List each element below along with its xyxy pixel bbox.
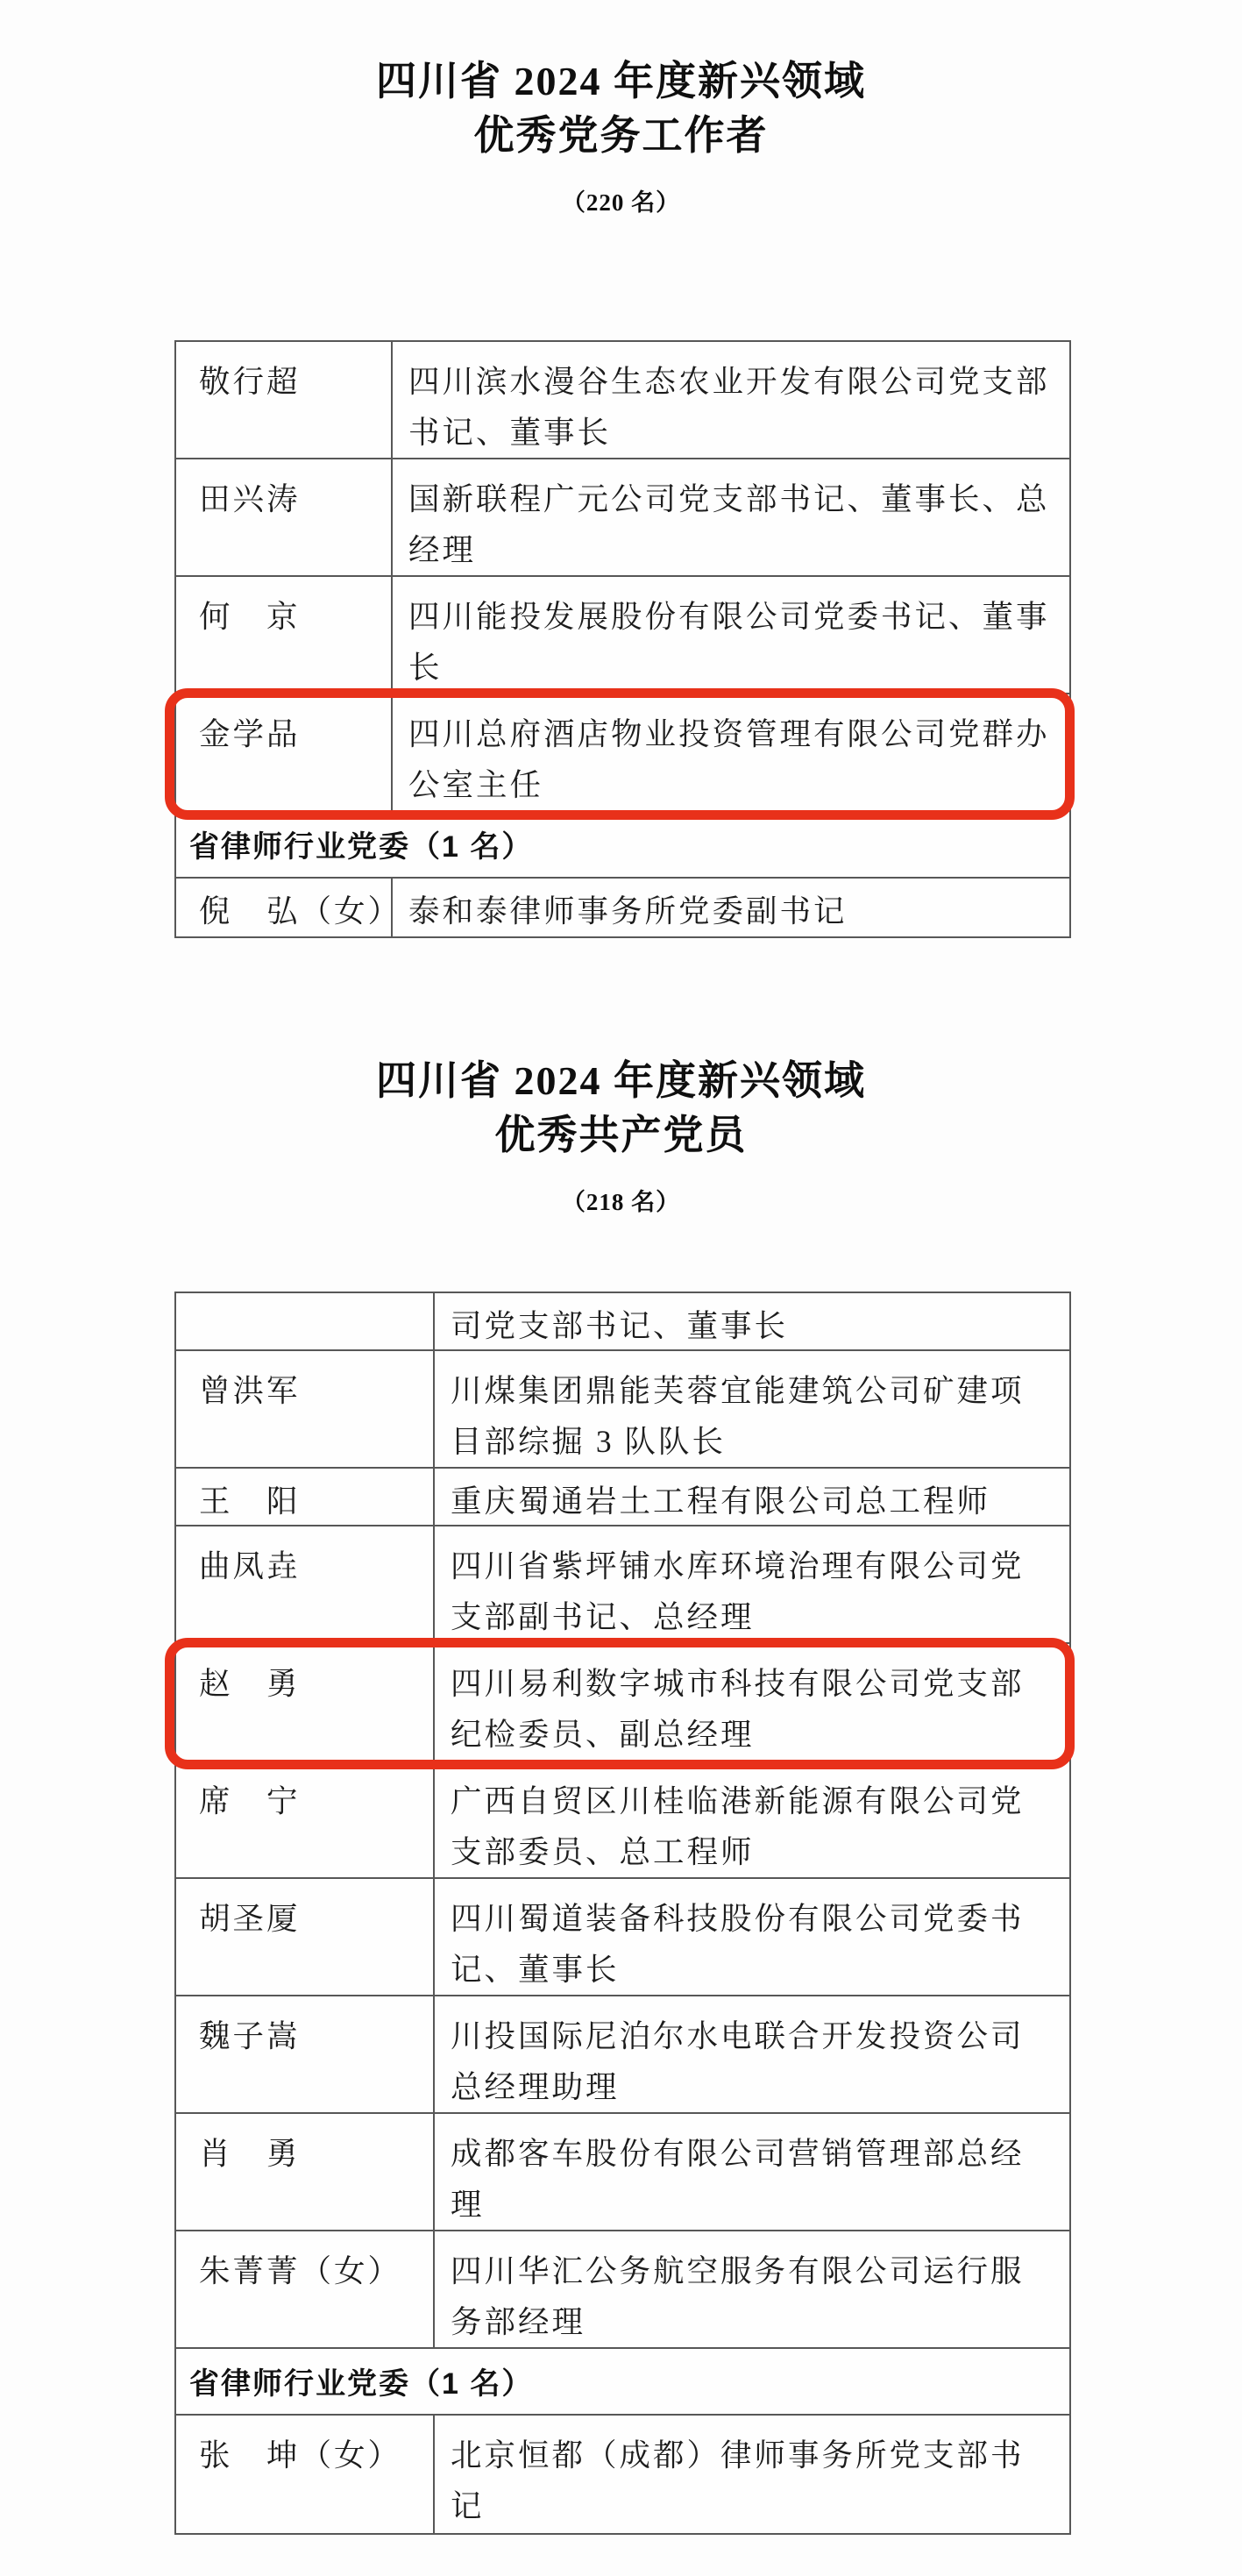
name-cell <box>176 2114 435 2230</box>
name-cell <box>176 1644 435 1760</box>
name-cell <box>176 879 402 936</box>
awardee-position: 广西自贸区川桂临港新能源有限公司党支部委员、总工程师 <box>451 1783 1025 1869</box>
table-section-header-row <box>176 2349 1069 2416</box>
table-row <box>176 879 1069 936</box>
name-cell <box>176 1879 435 1995</box>
awardee-position: 国新联程广元公司党支部书记、董事长、总经理 <box>408 481 1050 567</box>
table-row <box>176 1293 1069 1351</box>
position-cell <box>393 342 1069 458</box>
name-cell <box>176 1469 435 1525</box>
awardee-position: 北京恒都（成都）律师事务所党支部书记 <box>451 2437 1025 2523</box>
awardee-name: 曲凤垚 <box>199 1548 301 1583</box>
title-line-1: 四川省 2024 年度新兴领域 <box>376 1058 866 1103</box>
name-cell <box>176 342 393 458</box>
awardee-position: 川投国际尼泊尔水电联合开发投资公司总经理助理 <box>451 2018 1025 2104</box>
table-row <box>176 1469 1069 1526</box>
name-cell <box>176 694 393 810</box>
position-cell <box>435 1293 1069 1349</box>
awardee-name: 朱菁菁（女） <box>199 2253 402 2288</box>
name-cell <box>176 1351 435 1467</box>
position-cell <box>435 2416 1069 2533</box>
awardee-name: 胡圣厦 <box>199 1901 301 1936</box>
awardee-position: 川煤集团鼎能芙蓉宜能建筑公司矿建项目部综掘 3 队队长 <box>451 1373 1025 1459</box>
awardee-position: 成都客车股份有限公司营销管理部总经理 <box>451 2136 1025 2222</box>
awardee-name: 魏子嵩 <box>199 2018 301 2053</box>
awardee-name: 田兴涛 <box>199 481 301 516</box>
position-cell <box>435 1879 1069 1995</box>
awardee-position: 四川华汇公务航空服务有限公司运行服务部经理 <box>451 2253 1025 2339</box>
table-row <box>176 1644 1069 1761</box>
table-row <box>176 342 1069 459</box>
position-cell <box>435 2231 1069 2347</box>
table-row <box>176 2231 1069 2349</box>
position-cell <box>435 1761 1069 1877</box>
awardee-position: 司党支部书记、董事长 <box>451 1308 789 1343</box>
awardee-position: 四川省紫坪铺水库环境治理有限公司党支部副书记、总经理 <box>451 1548 1025 1634</box>
table-row <box>176 1879 1069 1996</box>
section-header-label: 省律师行业党委（1 名） <box>189 830 534 864</box>
position-cell <box>435 1469 1069 1525</box>
title-line-1: 四川省 2024 年度新兴领域 <box>376 59 866 103</box>
awardee-name: 何 京 <box>199 599 301 634</box>
awardee-name: 金学品 <box>199 716 301 751</box>
awardee-position: 四川能投发展股份有限公司党委书记、董事长 <box>408 599 1050 685</box>
awardee-position: 重庆蜀通岩土工程有限公司总工程师 <box>451 1484 991 1519</box>
awardees-table-party-workers <box>174 340 1071 938</box>
title-count: （220 名） <box>561 189 681 216</box>
title-line-2: 优秀共产党员 <box>494 1113 748 1157</box>
title-block-party-workers <box>0 54 1242 217</box>
position-cell <box>393 879 1069 936</box>
awardee-name: 敬行超 <box>199 364 301 399</box>
name-cell <box>176 2231 435 2347</box>
position-cell <box>393 577 1069 693</box>
position-cell <box>435 1526 1069 1642</box>
section-header-label: 省律师行业党委（1 名） <box>189 2367 534 2401</box>
table-row <box>176 1996 1069 2114</box>
name-cell <box>176 2416 435 2533</box>
name-cell <box>176 1293 435 1349</box>
awardee-name: 王 阳 <box>199 1484 301 1519</box>
table-row <box>176 694 1069 812</box>
awardee-name: 肖 勇 <box>199 2136 301 2171</box>
position-cell <box>393 459 1069 575</box>
position-cell <box>393 694 1069 810</box>
awardee-position: 泰和泰律师事务所党委副书记 <box>408 893 848 929</box>
awardee-name: 倪 弘（女） <box>199 893 402 929</box>
awardee-name: 赵 勇 <box>199 1666 301 1701</box>
awardee-position: 四川滨水漫谷生态农业开发有限公司党支部书记、董事长 <box>408 364 1050 450</box>
awardee-position: 四川蜀道装备科技股份有限公司党委书记、董事长 <box>451 1901 1025 1987</box>
table-section-header-row <box>176 812 1069 879</box>
name-cell <box>176 1996 435 2112</box>
table-row <box>176 1761 1069 1879</box>
table-row <box>176 2416 1069 2533</box>
name-cell <box>176 577 393 693</box>
awardee-name: 席 宁 <box>199 1783 301 1818</box>
title-line-2: 优秀党务工作者 <box>473 113 769 158</box>
position-cell <box>435 1644 1069 1760</box>
awardee-name: 张 坤（女） <box>199 2437 402 2473</box>
table-row <box>176 2114 1069 2231</box>
title-block-party-members <box>0 1054 1242 1216</box>
title-count: （218 名） <box>561 1189 681 1215</box>
position-cell <box>435 1996 1069 2112</box>
table-row <box>176 1351 1069 1469</box>
name-cell <box>176 1761 435 1877</box>
awardee-position: 四川总府酒店物业投资管理有限公司党群办公室主任 <box>408 716 1050 802</box>
position-cell <box>435 2114 1069 2230</box>
table-row <box>176 1526 1069 1644</box>
position-cell <box>435 1351 1069 1467</box>
table-row <box>176 459 1069 577</box>
name-cell <box>176 1526 435 1642</box>
awardee-position: 四川易利数字城市科技有限公司党支部纪检委员、副总经理 <box>451 1666 1025 1752</box>
awardees-table-party-members <box>174 1292 1071 2535</box>
name-cell <box>176 459 393 575</box>
awardee-name: 曾洪军 <box>199 1373 301 1408</box>
table-row <box>176 577 1069 694</box>
